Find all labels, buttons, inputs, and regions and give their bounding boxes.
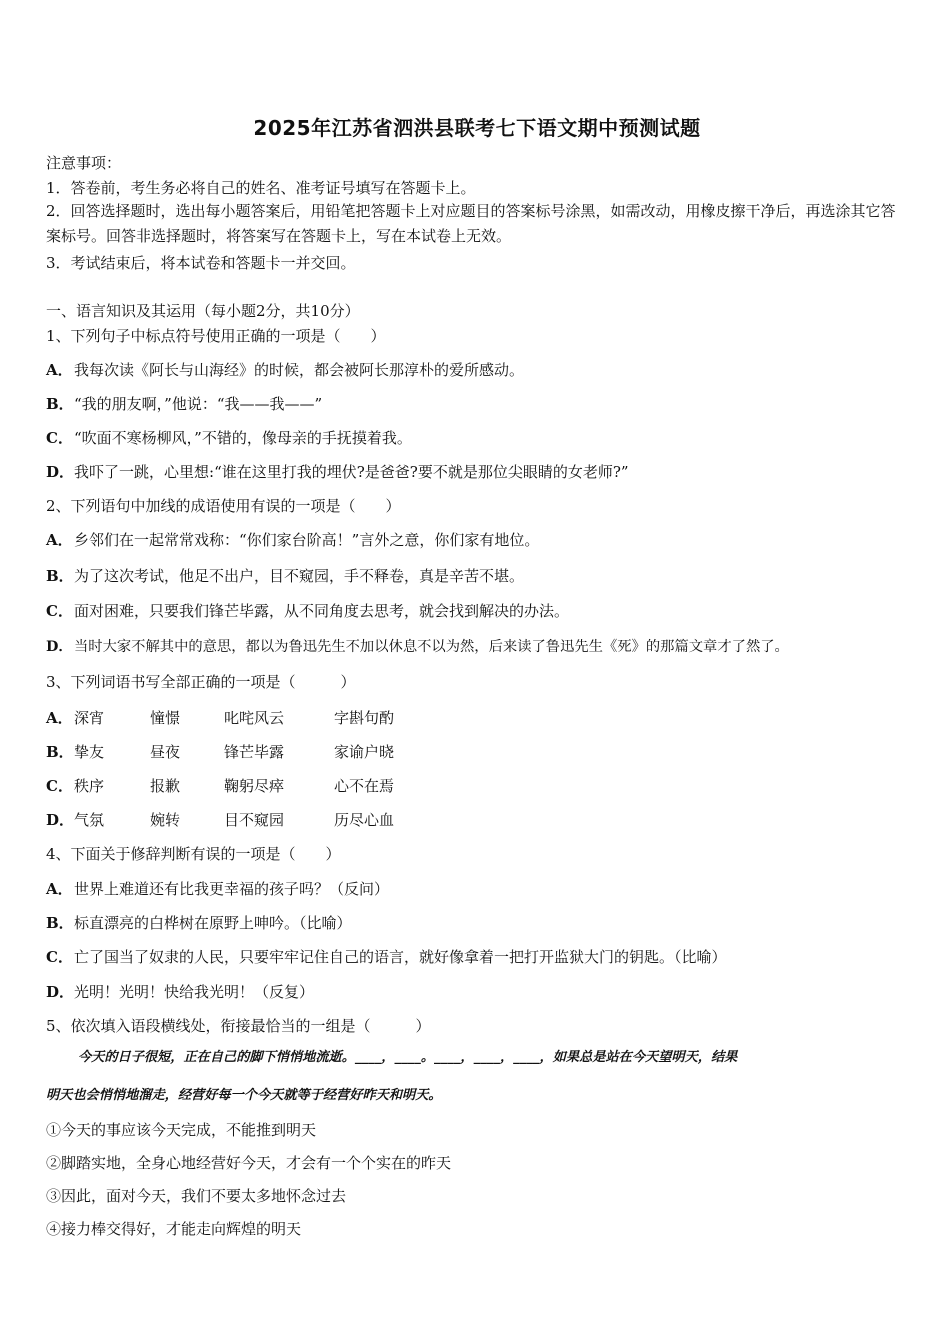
q2-stem: 2、下列语句中加线的成语使用有误的一项是（ ） [46,497,401,515]
q5-stem: 5、依次填入语段横线处，衔接最恰当的一组是（ ） [46,1017,431,1035]
q1-option-c[interactable]: C．“吹面不寒杨柳风，”不错的，像母亲的手抚摸着我。 [46,429,412,447]
notice-item-1: 1．答卷前，考生务必将自己的姓名、准考证号填写在答题卡上。 [46,179,476,197]
q4-option-a[interactable]: A．世界上难道还有比我更幸福的孩子吗？（反问） [46,880,390,898]
q1-option-a[interactable]: A．我每次读《阿长与山海经》的时候，都会被阿长那淳朴的爱所感动。 [46,361,525,379]
q2-option-c[interactable]: C．面对困难，只要我们锋芒毕露，从不同角度去思考，就会找到解决的办法。 [46,602,570,620]
q4-stem: 4、下面关于修辞判断有误的一项是（ ） [46,845,341,863]
q5-item-1: ①今天的事应该今天完成，不能推到明天 [46,1121,317,1139]
notice-item-3: 3．考试结束后，将本试卷和答题卡一并交回。 [46,254,356,272]
q3-option-c[interactable]: C． 秩序 报歉 鞠躬尽瘁 心不在焉 [46,777,395,795]
q4-option-b[interactable]: B．标直漂亮的白桦树在原野上呻吟。（比喻） [46,914,352,932]
q3-option-b[interactable]: B． 挚友 昼夜 锋芒毕露 家谕户晓 [46,743,395,761]
page-title: 2025年江苏省泗洪县联考七下语文期中预测试题 [253,116,701,140]
q4-option-c[interactable]: C．亡了国当了奴隶的人民，只要牢牢记住自己的语言，就好像拿着一把打开监狱大门的钥匙。（比喻） [46,948,727,966]
notice-heading: 注意事项： [46,154,122,172]
q2-option-d[interactable]: D．当时大家不解其中的意思，都以为鲁迅先生不加以休息不以为然，后来读了鲁迅先生《死》的那篇文章才了然了。 [46,639,789,655]
q5-passage-line-2: 明天也会悄悄地溜走，经营好每一个今天就等于经营好昨天和明天。 [46,1088,442,1103]
section-heading: 一、语言知识及其运用（每小题2分，共10分） [46,302,360,320]
q3-option-d[interactable]: D． 气氛 婉转 目不窥园 历尽心血 [46,811,395,829]
q3-option-a[interactable]: A． 深宵 憧憬 叱咤风云 字斟句酌 [46,709,395,727]
q5-item-3: ③因此，面对今天，我们不要太多地怀念过去 [46,1187,347,1205]
q1-option-b[interactable]: B．“我的朋友啊，”他说：“我——我——” [46,395,323,413]
q1-option-d[interactable]: D．我吓了一跳，心里想:“谁在这里打我的埋伏?是爸爸?要不就是那位尖眼睛的女老师?” [46,463,629,481]
q5-item-2: ②脚踏实地，全身心地经营好今天，才会有一个个实在的昨天 [46,1154,452,1172]
q4-option-d[interactable]: D．光明！光明！快给我光明！（反复） [46,983,315,1001]
q2-option-b[interactable]: B．为了这次考试，他足不出户，目不窥园，手不释卷，真是辛苦不堪。 [46,567,525,585]
q1-stem: 1、下列句子中标点符号使用正确的一项是（ ） [46,327,386,345]
notice-item-2: 2．回答选择题时，选出每小题答案后，用铅笔把答题卡上对应题目的答案标号涂黑，如需改动，用橡皮擦干净后，再选涂其它答案标号。回答非选择题时，将答案写在答题卡上，写在本试卷上无效。 [46,202,896,245]
q5-item-4: ④接力棒交得好，才能走向辉煌的明天 [46,1220,302,1238]
q5-passage-line-1: 今天的日子很短，正在自己的脚下悄悄地流逝。____，____。____，____，____，如果总是站在今天望明天，结果 [78,1050,738,1065]
q3-stem: 3、下列词语书写全部正确的一项是（ ） [46,673,356,691]
q2-option-a[interactable]: A．乡邻们在一起常常戏称：“你们家台阶高！”言外之意，你们家有地位。 [46,531,540,549]
